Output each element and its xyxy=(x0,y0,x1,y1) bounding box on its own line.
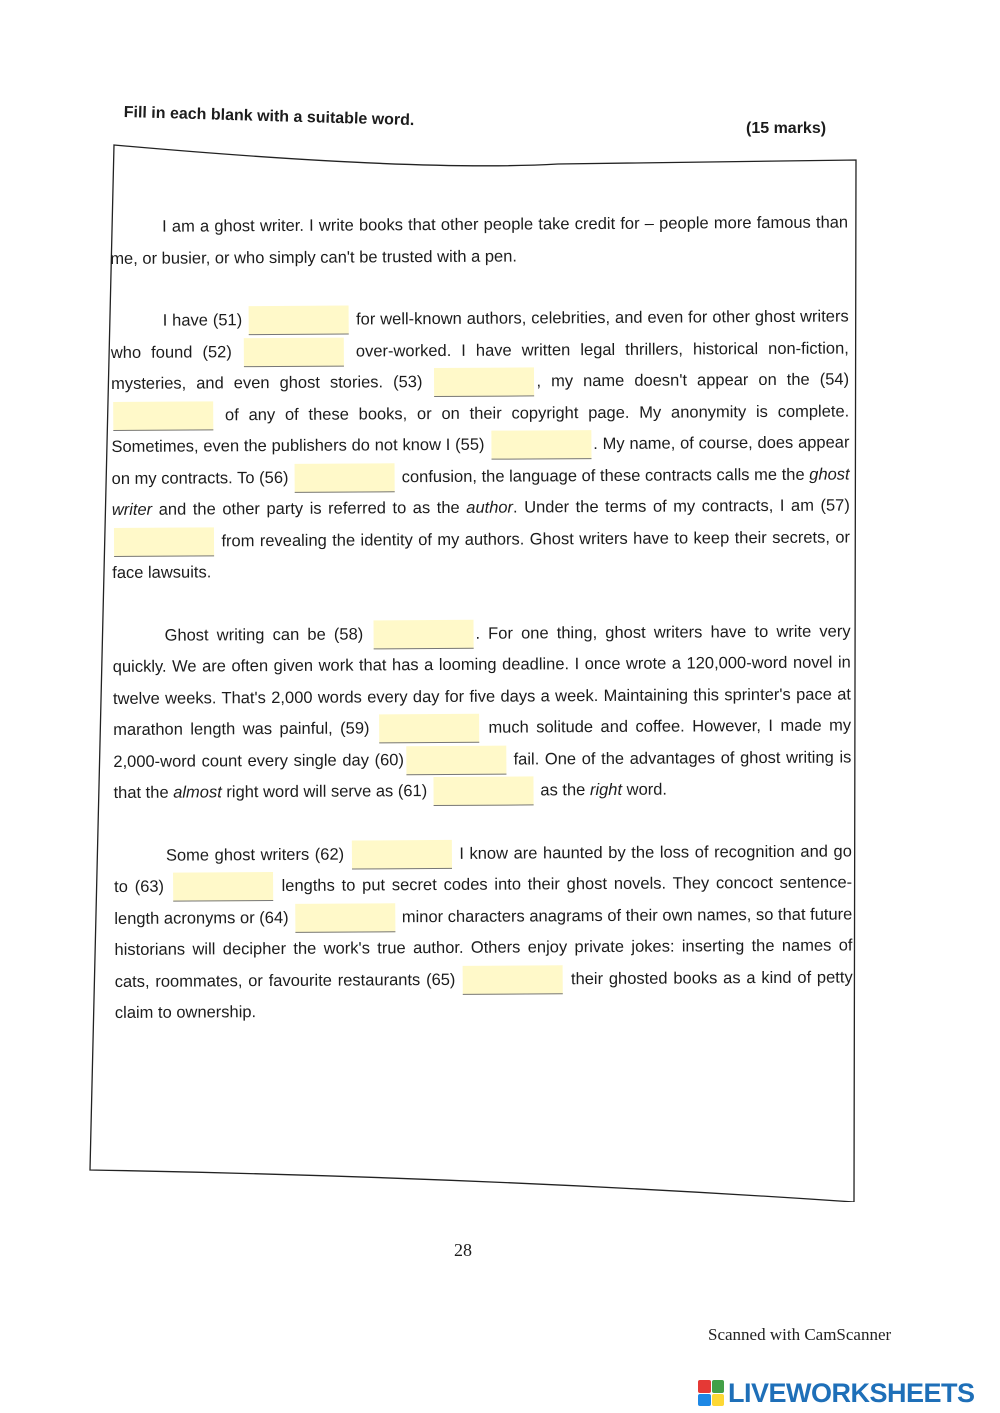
marks-label: (15 marks) xyxy=(746,120,827,137)
question-number-55: (55) xyxy=(455,435,485,454)
text-segment: for well-known authors, celebrities, and even for other ghost writers who found (52) xyxy=(110,307,849,362)
blank-65[interactable] xyxy=(463,965,563,995)
blank-53[interactable] xyxy=(434,368,534,398)
text-segment: word. xyxy=(626,780,668,799)
text-segment: confusion, the language of these contracts calls me the xyxy=(401,465,805,486)
blank-59[interactable] xyxy=(379,714,479,744)
blank-60[interactable] xyxy=(406,745,506,775)
italic-term-almost: almost xyxy=(173,783,222,802)
paragraph-1-text: I am a ghost writer. I write books that other people take credit for – people more famous than me, or busier, or who simply can't be trusted with a pen. xyxy=(110,213,849,268)
text-segment: fail. One of the advantages of ghost writing is that the xyxy=(113,747,852,802)
paragraph-2 xyxy=(111,301,851,589)
logo-square-2 xyxy=(712,1380,725,1393)
text-segment: minor characters anagrams of their own names, so that future historians will decipher the work's true author. Others enjoy private jokes: inserting the names of cats, roommates, or favourite restaurants (65) xyxy=(114,904,853,991)
scanner-watermark: Scanned with CamScanner xyxy=(708,1325,892,1344)
text-segment: . For one thing, ghost writers have to write very quickly. We are often given work that has a looming deadline. I once wrote a 120,000-word novel in twelve weeks. That's 2,000 words every day for five days a week. Maintaining this sprinter's pace at marathon length was painful, (59) xyxy=(112,621,852,739)
liveworksheets-wordmark: LIVEWORKSHEETS xyxy=(728,1377,975,1408)
text-segment: and the other party is referred to as the xyxy=(158,498,460,519)
blank-54[interactable] xyxy=(113,401,213,431)
text-segment: their ghosted books as a kind of petty claim to ownership. xyxy=(114,967,853,1022)
text-segment: . Under the terms of my contracts, I am xyxy=(512,496,814,517)
blank-52[interactable] xyxy=(244,337,344,367)
text-segment: from revealing the identity of my authors. Ghost writers have to keep their secrets, or face lawsuits. xyxy=(112,527,851,582)
question-number-57: (57) xyxy=(820,496,850,515)
text-segment: Some ghost writers (62) xyxy=(165,845,345,865)
text-segment: I have (51) xyxy=(162,311,243,330)
blank-63[interactable] xyxy=(173,872,273,902)
instruction-text: Fill in each blank with a suitable word. xyxy=(123,104,415,130)
question-number-56: (56) xyxy=(259,468,289,487)
blank-61[interactable] xyxy=(434,777,534,807)
italic-term-author: author xyxy=(466,498,514,517)
paragraph-1 xyxy=(110,207,848,275)
text-segment: I know are haunted by the loss of recognition and go to (63) xyxy=(114,841,852,896)
blank-64[interactable] xyxy=(295,903,395,933)
text-segment: Ghost writing can be (58) xyxy=(164,624,364,645)
logo-square-3 xyxy=(698,1394,711,1407)
liveworksheets-brand[interactable] xyxy=(698,1376,975,1410)
blank-55[interactable] xyxy=(491,430,591,460)
text-segment: over-worked. I have written legal thrillers, historical non-fiction, mysteries, and even ghost stories. (53) xyxy=(110,338,849,393)
italic-term-right: right xyxy=(589,780,623,800)
liveworksheets-logo-icon xyxy=(698,1380,724,1406)
text-segment: . My name, of course, does appear on my contracts. To xyxy=(111,433,850,488)
text-segment: of any of these books, or on their copyright page. My anonymity is complete. Sometimes, even the publishers do not know I xyxy=(111,401,850,456)
blank-56[interactable] xyxy=(295,463,395,493)
text-segment: as the xyxy=(540,781,586,800)
text-segment: lengths to put secret codes into their ghost novels. They concoct sentence-length acronyms or (64) xyxy=(114,873,853,928)
text-segment: much solitude and coffee. However, I made my 2,000-word count every single day xyxy=(113,716,852,771)
blank-58[interactable] xyxy=(373,619,473,649)
paragraph-4 xyxy=(114,836,853,1030)
page-number: 28 xyxy=(454,1240,472,1260)
italic-term-ghost-writer: ghost writer xyxy=(111,464,850,519)
blank-62[interactable] xyxy=(352,840,452,870)
text-segment: , my name doesn't appear on the (54) xyxy=(536,370,850,391)
blank-51[interactable] xyxy=(249,306,349,336)
question-number-60: (60) xyxy=(374,750,404,769)
text-segment: right word will serve as (61) xyxy=(226,782,428,802)
blank-57[interactable] xyxy=(114,527,214,557)
passage-text xyxy=(110,207,853,1060)
logo-square-4 xyxy=(712,1394,725,1407)
logo-square-1 xyxy=(698,1380,711,1393)
paragraph-3 xyxy=(112,616,851,810)
